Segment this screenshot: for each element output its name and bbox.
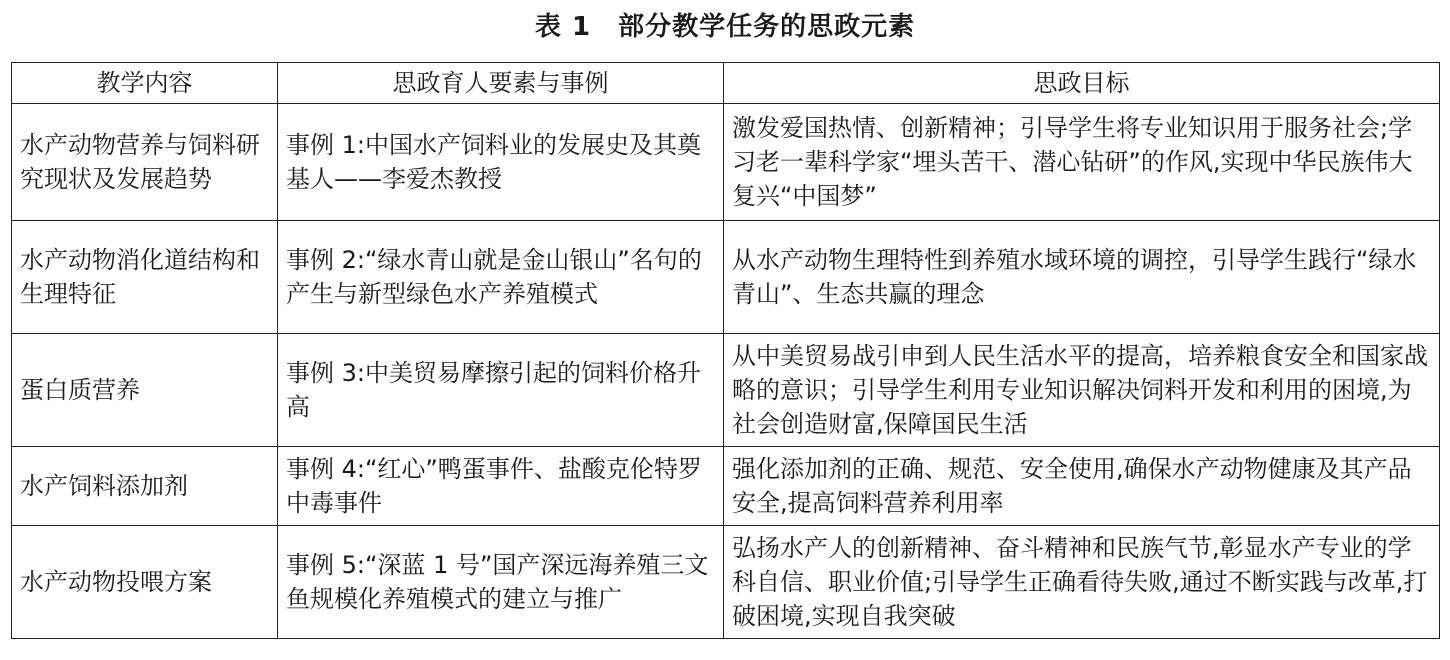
table-row [12, 104, 1440, 221]
cell-example: 事例 3:中美贸易摩擦引起的饲料价格升高 [278, 334, 724, 447]
cell-goal: 从水产动物生理特性到养殖水域环境的调控，引导学生践行“绿水青山”、生态共赢的理念 [724, 221, 1440, 334]
cell-goal: 弘扬水产人的创新精神、奋斗精神和民族气节,彰显水产专业的学科自信、职业价值;引导学生正确看待失败,通过不断实践与改革,打破困境,实现自我突破 [724, 526, 1440, 639]
header-elements-examples: 思政育人要素与事例 [278, 63, 724, 104]
cell-example: 事例 4:“红心”鸭蛋事件、盐酸克伦特罗中毒事件 [278, 447, 724, 526]
table-row [12, 221, 1440, 334]
cell-goal: 强化添加剂的正确、规范、安全使用,确保水产动物健康及其产品安全,提高饲料营养利用率 [724, 447, 1440, 526]
cell-example: 事例 2:“绿水青山就是金山银山”名句的产生与新型绿色水产养殖模式 [278, 221, 724, 334]
cell-teaching-content: 水产动物营养与饲料研究现状及发展趋势 [12, 104, 278, 221]
table-row [12, 526, 1440, 639]
cell-teaching-content: 水产动物消化道结构和生理特征 [12, 221, 278, 334]
cell-teaching-content: 水产饲料添加剂 [12, 447, 278, 526]
cell-example: 事例 5:“深蓝 1 号”国产深远海养殖三文鱼规模化养殖模式的建立与推广 [278, 526, 724, 639]
table-row [12, 334, 1440, 447]
table-header-row [12, 63, 1440, 104]
course-table [11, 62, 1440, 639]
cell-goal: 激发爱国热情、创新精神；引导学生将专业知识用于服务社会;学习老一辈科学家“埋头苦干、潜心钻研”的作风,实现中华民族伟大复兴“中国梦” [724, 104, 1440, 221]
table-title: 表 1 部分教学任务的思政元素 [534, 12, 916, 42]
table-row [12, 447, 1440, 526]
cell-teaching-content: 蛋白质营养 [12, 334, 278, 447]
header-goals: 思政目标 [724, 63, 1440, 104]
cell-goal: 从中美贸易战引申到人民生活水平的提高，培养粮食安全和国家战略的意识；引导学生利用专业知识解决饲料开发和利用的困境,为社会创造财富,保障国民生活 [724, 334, 1440, 447]
header-teaching-content: 教学内容 [12, 63, 278, 104]
cell-teaching-content: 水产动物投喂方案 [12, 526, 278, 639]
cell-example: 事例 1:中国水产饲料业的发展史及其奠基人——李爱杰教授 [278, 104, 724, 221]
